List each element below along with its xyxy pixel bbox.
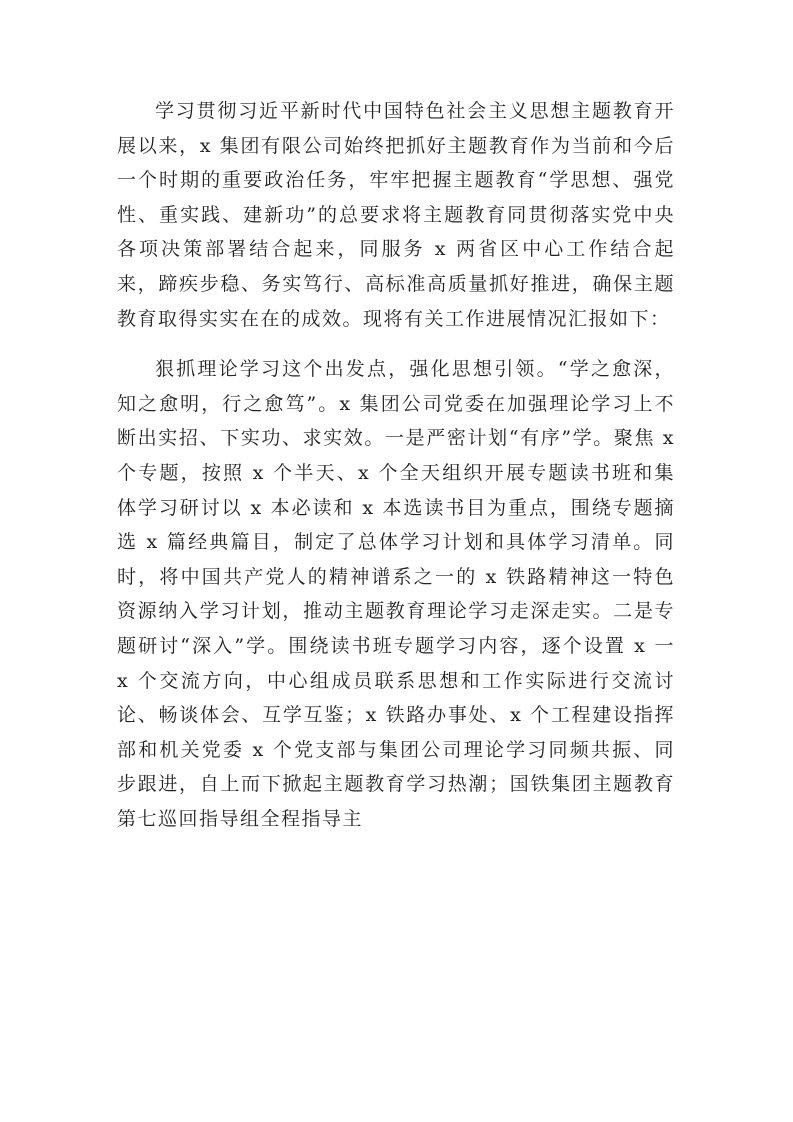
paragraph-intro: 学习贯彻习近平新时代中国特色社会主义思想主题教育开展以来，x 集团有限公司始终把抓好主题教育作为当前和今后一个时期的重要政治任务，牢牢把握主题教育“学思想、强党性、重实践、建新功”的总要求将主题教育同贯彻落实党中央各项决策部署结合起来，同服务 x 两省区中心工作结合起来，蹄疾步稳、务实笃行、高标准高质量抓好推进，确保主题教育取得实实在在的成效。现将有关工作进展情况汇报如下： xyxy=(117,100,675,330)
paragraph-theory-study: 狠抓理论学习这个出发点，强化思想引领。“学之愈深，知之愈明，行之愈笃”。x 集团公司党委在加强理论学习上不断出实招、下实功、求实效。一是严密计划“有序”学。聚焦 x 个专题，按照 x 个半天、x 个全天组织开展专题读书班和集体学习研讨以 x 本必读和 x 本选读书目为重点，围绕专题摘选 x 篇经典篇目，制定了总体学习计划和具体学习清单。同时，将中国共产党人的精神谱系之一的 x 铁路精神这一特色资源纳入学习计划，推动主题教育理论学习走深走实。二是专题研讨“深入”学。围绕读书班专题学习内容，逐个设置 x 一 x 个交流方向，中心组成员联系思想和工作实际进行交流讨论、畅谈体会、互学互鉴；x 铁路办事处、x 个工程建设指挥部和机关党委 x 个党支部与集团公司理论学习同频共振、同步跟进，自上而下掀起主题教育学习热潮；国铁集团主题教育第七巡回指导组全程指导主 xyxy=(117,358,675,830)
document-body xyxy=(117,94,675,836)
